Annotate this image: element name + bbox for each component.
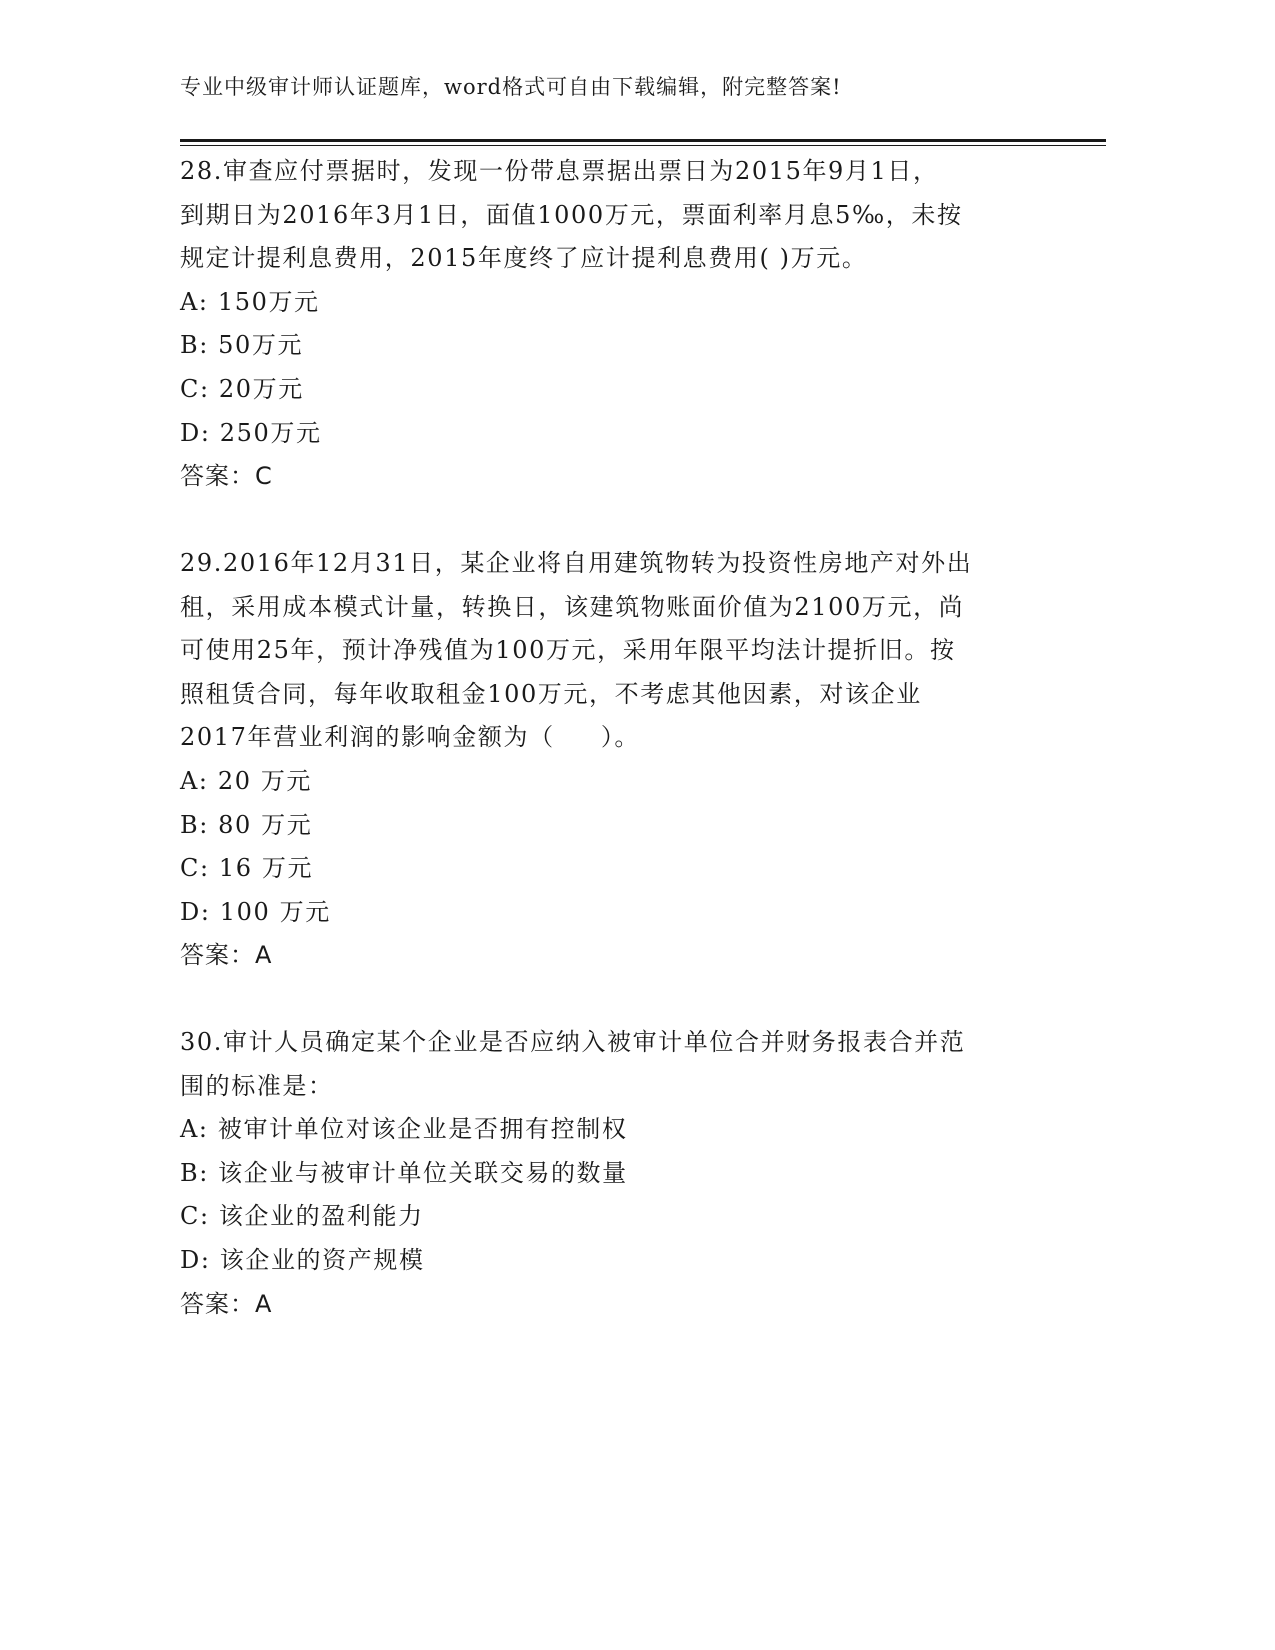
question-28 xyxy=(180,150,1050,499)
question-line: 到期日为2016年3月1日，面值1000万元，票面利率月息5‰，未按 xyxy=(180,200,963,229)
option-a: A: 被审计单位对该企业是否拥有控制权 xyxy=(180,1115,628,1144)
question-line: 可使用25年，预计净残值为100万元，采用年限平均法计提折旧。按 xyxy=(180,636,956,665)
question-line: 30.审计人员确定某个企业是否应纳入被审计单位合并财务报表合并范 xyxy=(180,1028,966,1056)
question-29 xyxy=(180,542,1050,978)
option-a: A: 20 万元 xyxy=(180,766,313,795)
option-d: D: 100 万元 xyxy=(180,897,331,926)
option-a: A: 150万元 xyxy=(180,287,320,316)
question-line: 2017年营业利润的影响金额为（ ）。 xyxy=(180,723,641,752)
option-d: D: 250万元 xyxy=(180,418,322,447)
question-line: 租，采用成本模式计量，转换日，该建筑物账面价值为2100万元，尚 xyxy=(180,592,965,621)
question-line: 照租赁合同，每年收取租金100万元，不考虑其他因素，对该企业 xyxy=(180,679,922,708)
option-c: C: 16 万元 xyxy=(180,854,314,883)
option-d: D: 该企业的资产规模 xyxy=(180,1245,425,1274)
question-line: 28.审查应付票据时，发现一份带息票据出票日为2015年9月1日， xyxy=(180,157,939,185)
header-divider-thick xyxy=(180,139,1106,142)
option-b: B: 该企业与被审计单位关联交易的数量 xyxy=(180,1158,628,1187)
answer-label: 答案：C xyxy=(180,462,273,491)
header-divider-thin xyxy=(180,145,1106,146)
option-c: C: 20万元 xyxy=(180,374,304,403)
page-header-text: 专业中级审计师认证题库，word格式可自由下载编辑，附完整答案! xyxy=(180,75,842,99)
answer-label: 答案：A xyxy=(180,1289,273,1318)
question-line: 围的标准是： xyxy=(180,1071,334,1100)
option-c: C: 该企业的盈利能力 xyxy=(180,1202,424,1231)
question-line: 规定计提利息费用，2015年度终了应计提利息费用( )万元。 xyxy=(180,244,868,273)
option-b: B: 50万元 xyxy=(180,331,304,360)
question-30 xyxy=(180,1021,1050,1326)
answer-label: 答案：A xyxy=(180,941,273,970)
question-line: 29.2016年12月31日，某企业将自用建筑物转为投资性房地产对外出 xyxy=(180,549,973,577)
option-b: B: 80 万元 xyxy=(180,810,313,839)
